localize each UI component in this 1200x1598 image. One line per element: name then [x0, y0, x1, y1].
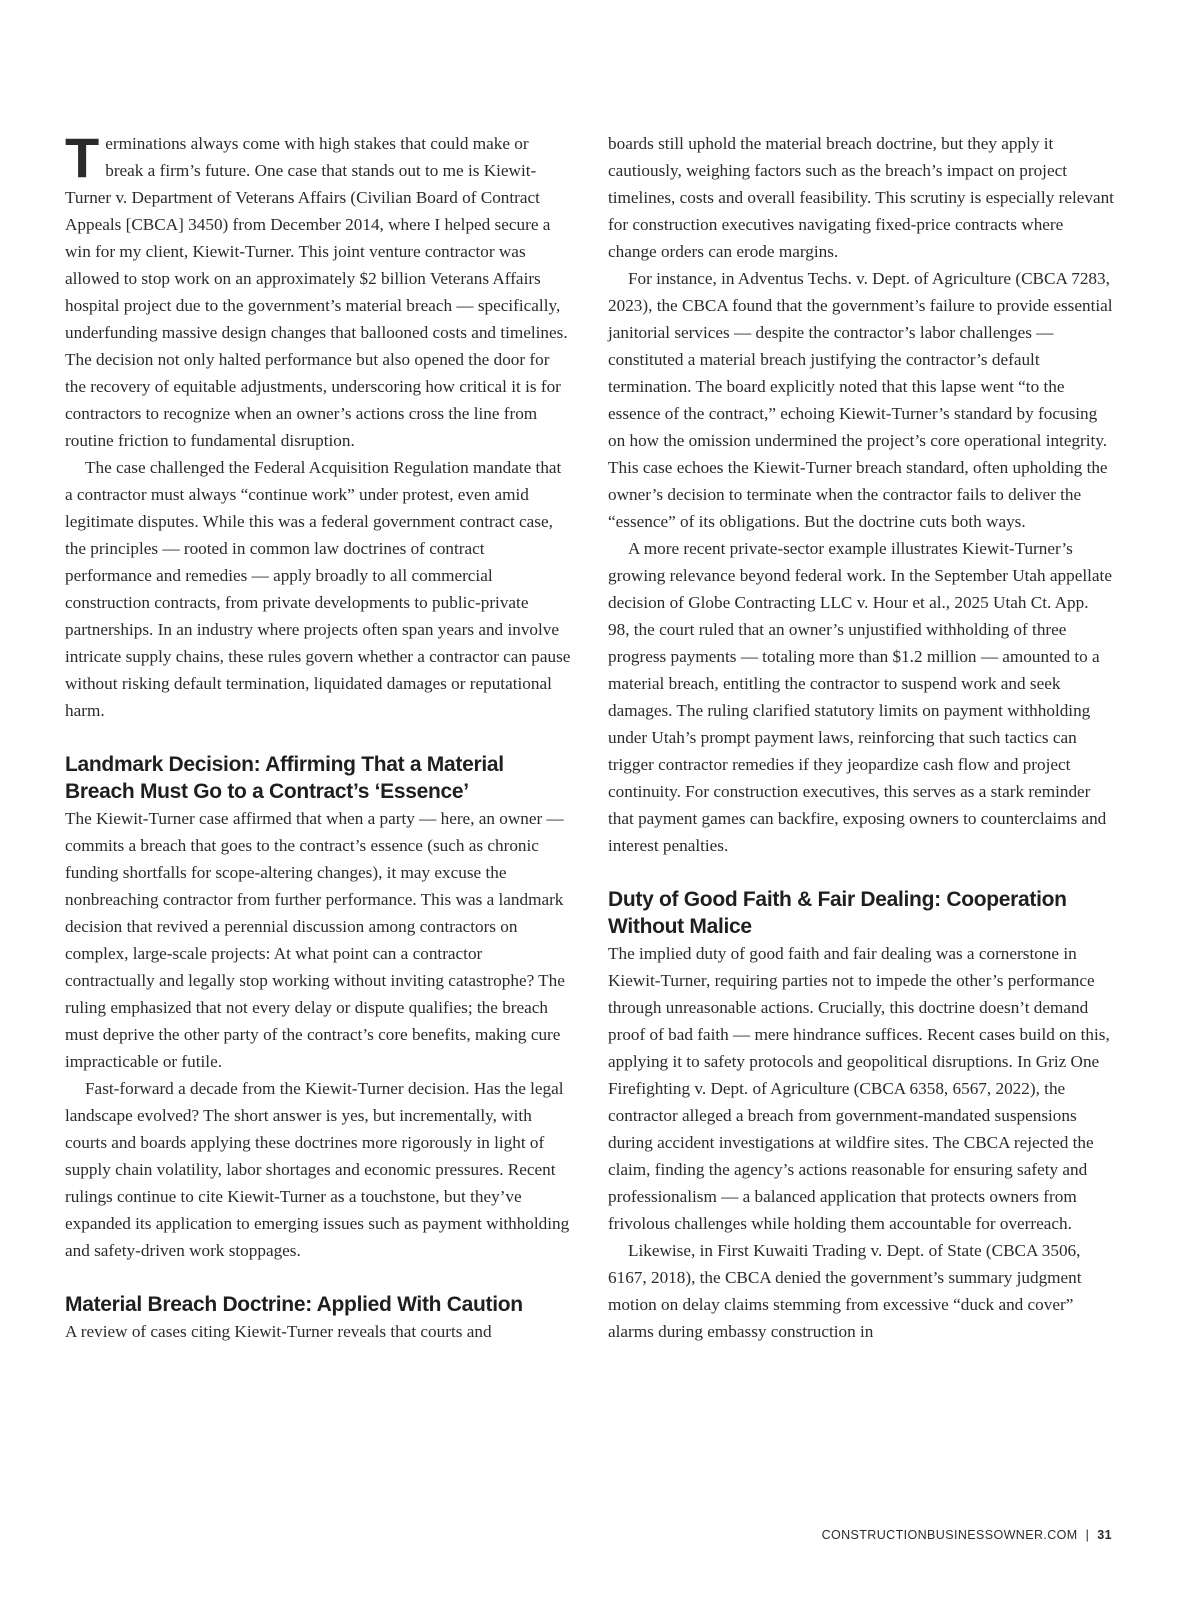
right-column [608, 130, 1114, 1345]
section-heading: Duty of Good Faith & Fair Dealing: Cooperation Without Malice [608, 888, 1067, 938]
body-paragraph: For instance, in Adventus Techs. v. Dept. of Agriculture (CBCA 7283, 2023), the CBCA found that the government’s failure to provide essential janitorial services — despite the contractor’s labor challenges — constituted a material breach justifying the contractor’s default termination. The board explicitly noted that this lapse went “to the essence of the contract,” echoing Kiewit-Turner’s standard by focusing on how the omission undermined the project’s core operational integrity. This case echoes the Kiewit-Turner breach standard, often upholding the owner’s decision to terminate when the contractor fails to deliver the “essence” of its obligations. But the doctrine cuts both ways. [608, 269, 1113, 531]
body-paragraph: Likewise, in First Kuwaiti Trading v. Dept. of State (CBCA 3506, 6167, 2018), the CBCA denied the government’s summary judgment motion on delay claims stemming from excessive “duck and cover” alarms during embassy construction in [608, 1241, 1082, 1341]
drop-cap: T [65, 126, 100, 189]
footer-site-link[interactable]: CONSTRUCTIONBUSINESSOWNER.COM [821, 1528, 1078, 1542]
body-paragraph: A review of cases citing Kiewit-Turner reveals that courts and [65, 1322, 492, 1341]
section-heading: Landmark Decision: Affirming That a Material Breach Must Go to a Contract’s ‘Essence’ [65, 753, 504, 803]
footer-separator: | [1085, 1528, 1090, 1542]
body-paragraph: A more recent private-sector example illustrates Kiewit-Turner’s growing relevance beyond federal work. In the September Utah appellate decision of Globe Contracting LLC v. Hour et al., 2025 Utah Ct. App. 98, the court ruled that an owner’s unjustified withholding of three progress payments — totaling more than $1.2 million — amounted to a material breach, entitling the contractor to suspend work and seek damages. The ruling clarified statutory limits on payment withholding under Utah’s prompt payment laws, reinforcing that such tactics can trigger contractor remedies if they jeopardize cash flow and project continuity. For construction executives, this serves as a stark reminder that payment games can backfire, exposing owners to counterclaims and interest penalties. [608, 539, 1112, 855]
page-footer [822, 1528, 1112, 1542]
body-paragraph: Fast-forward a decade from the Kiewit-Turner decision. Has the legal landscape evolved? The short answer is yes, but incrementally, with courts and boards applying these doctrines more rigorously in light of supply chain volatility, labor shortages and economic pressures. Recent rulings continue to cite Kiewit-Turner as a touchstone, but they’ve expanded its application to emerging issues such as payment withholding and safety-driven work stoppages. [65, 1079, 570, 1260]
intro-text: erminations always come with high stakes that could make or break a firm’s future. One case that stands out to me is Kiewit-Turner v. Department of Veterans Affairs (Civilian Board of Contract Appeals [CBCA] 3450) from December 2014, where I helped secure a win for my client, Kiewit-Turner. This joint venture contractor was allowed to stop work on an approximately $2 billion Veterans Affairs hospital project due to the government’s material breach — specifically, underfunding massive design changes that ballooned costs and timelines. The decision not only halted performance but also opened the door for the recovery of equitable adjustments, underscoring how critical it is for contractors to recognize when an owner’s actions cross the line from routine friction to fundamental disruption. [65, 134, 568, 450]
body-paragraph: The case challenged the Federal Acquisition Regulation mandate that a contractor must always “continue work” under protest, even amid legitimate disputes. While this was a federal government contract case, the principles — rooted in common law doctrines of contract performance and remedies — apply broadly to all commercial construction contracts, from private developments to public-private partnerships. In an industry where projects often span years and involve intricate supply chains, these rules govern whether a contractor can pause without risking default termination, liquidated damages or reputational harm. [65, 458, 571, 720]
body-paragraph: The implied duty of good faith and fair dealing was a cornerstone in Kiewit-Turner, requiring parties not to impede the other’s performance through unreasonable actions. Crucially, this doctrine doesn’t demand proof of bad faith — mere hindrance suffices. Recent cases build on this, applying it to safety protocols and geopolitical disruptions. In Griz One Firefighting v. Dept. of Agriculture (CBCA 6358, 6567, 2022), the contractor alleged a breach from government-mandated suspensions during accident investigations at wildfire sites. The CBCA rejected the claim, finding the agency’s actions reasonable for ensuring safety and professionalism — a balanced application that protects owners from frivolous challenges while holding them accountable for overreach. [608, 944, 1110, 1233]
body-paragraph: boards still uphold the material breach doctrine, but they apply it cautiously, weighing factors such as the breach’s impact on project timelines, costs and overall feasibility. This scrutiny is especially relevant for construction executives navigating fixed-price contracts where change orders can erode margins. [608, 134, 1114, 261]
left-column [65, 126, 571, 1345]
body-paragraph: The Kiewit-Turner case affirmed that when a party — here, an owner — commits a breach that goes to the contract’s essence (such as chronic funding shortfalls for scope-altering changes), it may excuse the nonbreaching contractor from further performance. This was a landmark decision that revived a perennial discussion among contractors on complex, large-scale projects: At what point can a contractor contractually and legally stop working without inviting catastrophe? The ruling emphasized that not every delay or dispute qualifies; the breach must deprive the other party of the contract’s core benefits, making cure impracticable or futile. [65, 809, 565, 1071]
page-number: 31 [1097, 1528, 1112, 1542]
intro-paragraph [65, 126, 571, 454]
section-heading: Material Breach Doctrine: Applied With Caution [65, 1293, 523, 1316]
